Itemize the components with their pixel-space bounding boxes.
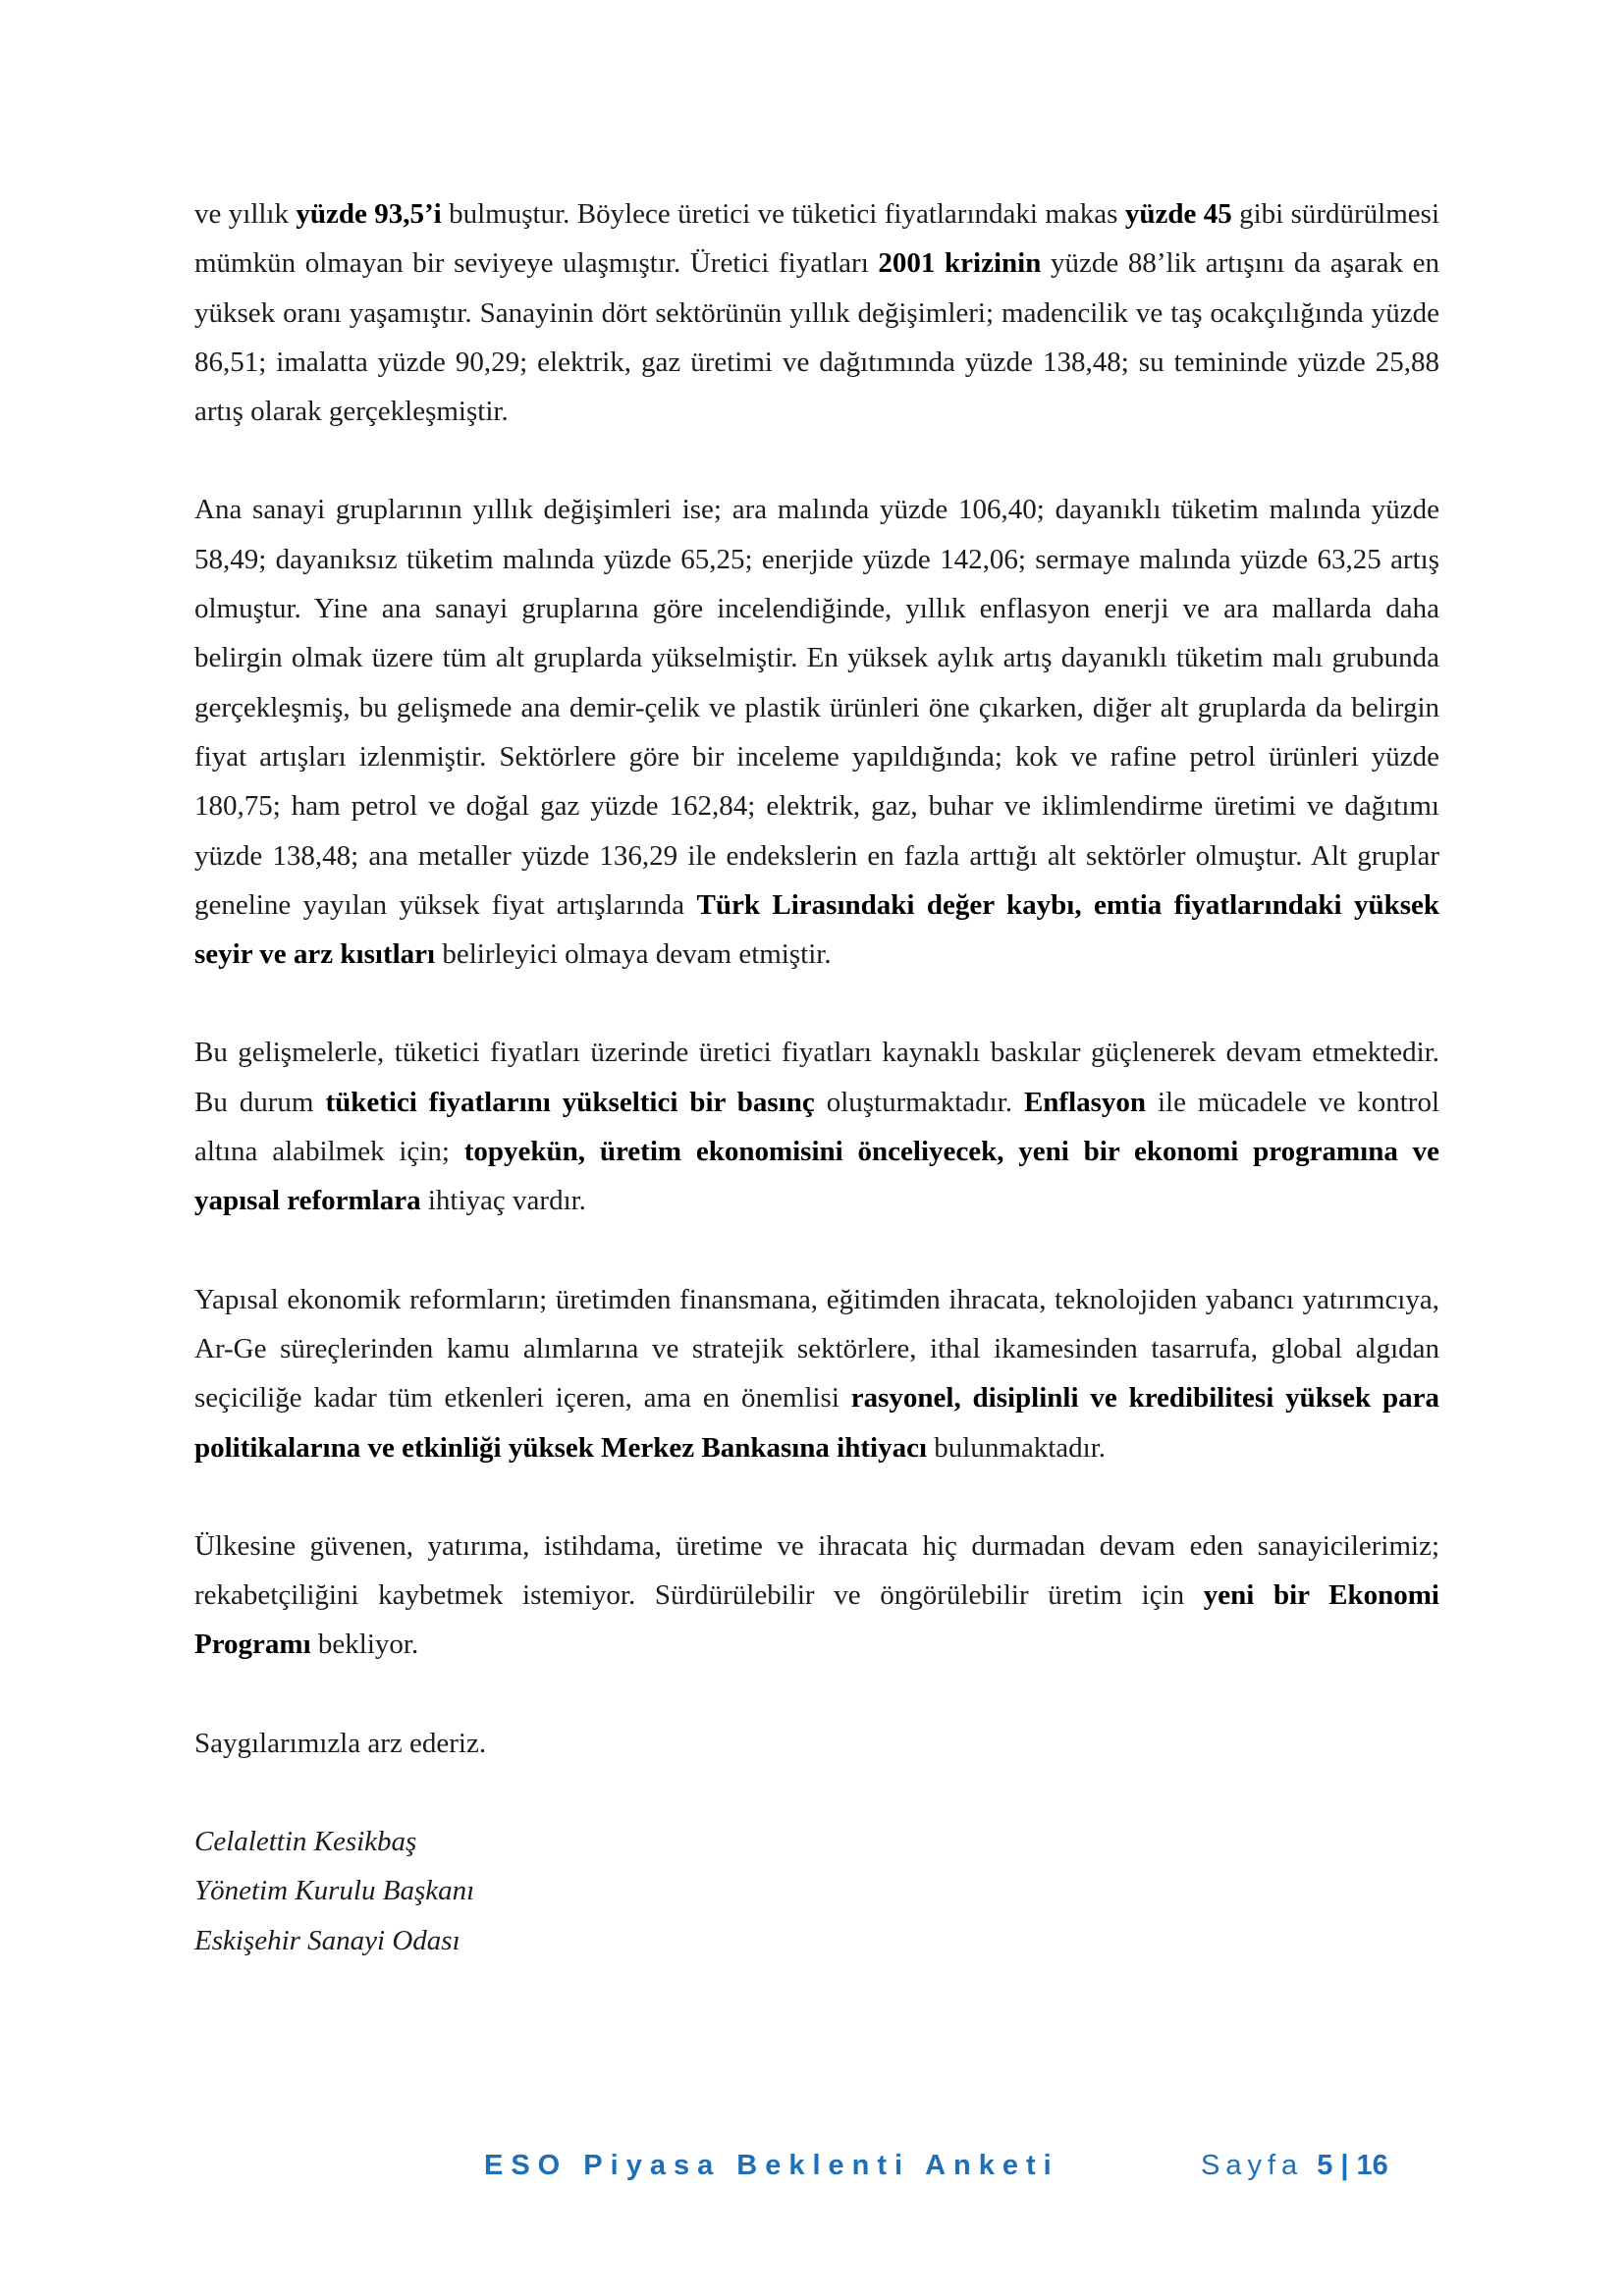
- text-run: gibi sürdürülmesi mümkün olmayan bir seviyeye ulaşmıştır. Üretici fiyatları: [194, 198, 1440, 280]
- bold-text-run: Türk Lirasındaki değer kaybı, emtia fiyatlarındaki yüksek seyir ve arz kısıtları: [194, 888, 1439, 971]
- text-run: Yapısal ekonomik reformların; üretimden finansmana, eğitimden ihracata, teknolojiden yabancı yatırımcıya, Ar-Ge süreçlerinden kamu alımlarına ve stratejik sektörlere, ithal ikamesinden tasarrufa, global algıdan seçiciliğe kadar tüm etkenleri içeren, ama en önemlisi: [194, 1283, 1439, 1415]
- text-run: ve yıllık: [194, 198, 297, 230]
- page-label: Sayfa: [1201, 2150, 1304, 2181]
- text-run: bulmuştur. Böylece üretici ve tüketici fiyatlarındaki makas: [441, 198, 1125, 230]
- paragraph: [194, 189, 1439, 436]
- text-run: yüzde 88’lik artışını da aşarak en yüksek oranı yaşamıştır. Sanayinin dört sektörünün yıllık değişimleri; madencilik ve taş ocakçılığında yüzde 86,51; imalatta yüzde 90,29; elektrik, gaz üretimi ve dağıtımında yüzde 138,48; su temininde yüzde 25,88 artış olarak gerçekleşmiştir.: [194, 247, 1439, 428]
- text-run: bekliyor.: [310, 1629, 419, 1661]
- footer-title: ESO Piyasa Beklenti Anketi: [484, 2150, 1059, 2181]
- page-number: 5: [1317, 2150, 1333, 2181]
- paragraph: [194, 1275, 1439, 1472]
- text-run: Bu gelişmelerle, tüketici fiyatları üzerinde üretici fiyatları kaynaklı baskılar güçlenerek devam etmektedir. Bu durum: [194, 1037, 1439, 1118]
- signer-title: Yönetim Kurulu Başkanı: [194, 1875, 475, 1907]
- signature-block: [194, 1817, 1439, 1965]
- page-indicator: [1201, 2150, 1388, 2182]
- bold-text-run: tüketici fiyatlarını yükseltici bir basınç: [325, 1086, 815, 1118]
- text-run: bulunmaktadır.: [927, 1431, 1107, 1464]
- bold-text-run: topyekün, üretim ekonomisini önceliyecek, yeni bir ekonomi programına ve yapısal reformlara: [194, 1136, 1439, 1217]
- signer-organization: Eskişehir Sanayi Odası: [194, 1924, 460, 1956]
- text-run: oluşturmaktadır.: [814, 1086, 1024, 1118]
- page-total: 16: [1356, 2150, 1388, 2181]
- text-run: ihtiyaç vardır.: [420, 1185, 586, 1217]
- text-run: belirleyici olmaya devam etmiştir.: [435, 938, 832, 971]
- page-separator: |: [1340, 2150, 1349, 2181]
- closing-line: Saygılarımızla arz ederiz.: [194, 1727, 487, 1759]
- bold-text-run: 2001 krizinin: [878, 247, 1042, 280]
- paragraph: [194, 485, 1439, 979]
- letter-body: [194, 189, 1439, 1965]
- text-run: Ana sanayi gruplarının yıllık değişimleri ise; ara malında yüzde 106,40; dayanıklı tüketim malında yüzde 58,49; dayanıksız tüketim malında yüzde 65,25; enerjide yüzde 142,06; sermaye malında yüzde 63,25 artış olmuştur. Yine ana sanayi gruplarına göre incelendiğinde, yıllık enflasyon enerji ve ara mallarda daha belirgin olmak üzere tüm alt gruplarda yükselmiştir. En yüksek aylık artış dayanıklı tüketim malı grubunda gerçekleşmiş, bu gelişmede ana demir-çelik ve plastik ürünleri öne çıkarken, diğer alt gruplarda da belirgin fiyat artışları izlenmiştir. Sektörlere göre bir inceleme yapıldığında; kok ve rafine petrol ürünleri yüzde 180,75; ham petrol ve doğal gaz yüzde 162,84; elektrik, gaz, buhar ve iklimlendirme üretimi ve dağıtımı yüzde 138,48; ana metaller yüzde 136,29 ile endekslerin en fazla arttığı alt sektörler olmuştur. Alt gruplar geneline yayılan yüksek fiyat artışlarında: [194, 494, 1439, 921]
- bold-text-run: Enflasyon: [1023, 1086, 1147, 1118]
- text-run: Ülkesine güvenen, yatırıma, istihdama, üretime ve ihracata hiç durmadan devam eden sanayicilerimiz; rekabetçiliğini kaybetmek istemiyor. Sürdürülebilir ve öngörülebilir üretim için: [194, 1529, 1439, 1612]
- bold-text-run: yeni bir Ekonomi Programı: [194, 1579, 1439, 1661]
- text-run: ile mücadele ve kontrol altına alabilmek için;: [194, 1086, 1440, 1168]
- bold-text-run: yüzde 93,5’i: [296, 198, 442, 230]
- paragraph: [194, 1028, 1439, 1225]
- signer-name: Celalettin Kesikbaş: [194, 1826, 417, 1858]
- bold-text-run: rasyonel, disiplinli ve kredibilitesi yüksek para politikalarına ve etkinliği yüksek Merkez Bankasına ihtiyacı: [194, 1382, 1439, 1464]
- bold-text-run: yüzde 45: [1124, 198, 1232, 230]
- paragraph: [194, 1522, 1439, 1670]
- page-footer: [0, 2150, 1624, 2193]
